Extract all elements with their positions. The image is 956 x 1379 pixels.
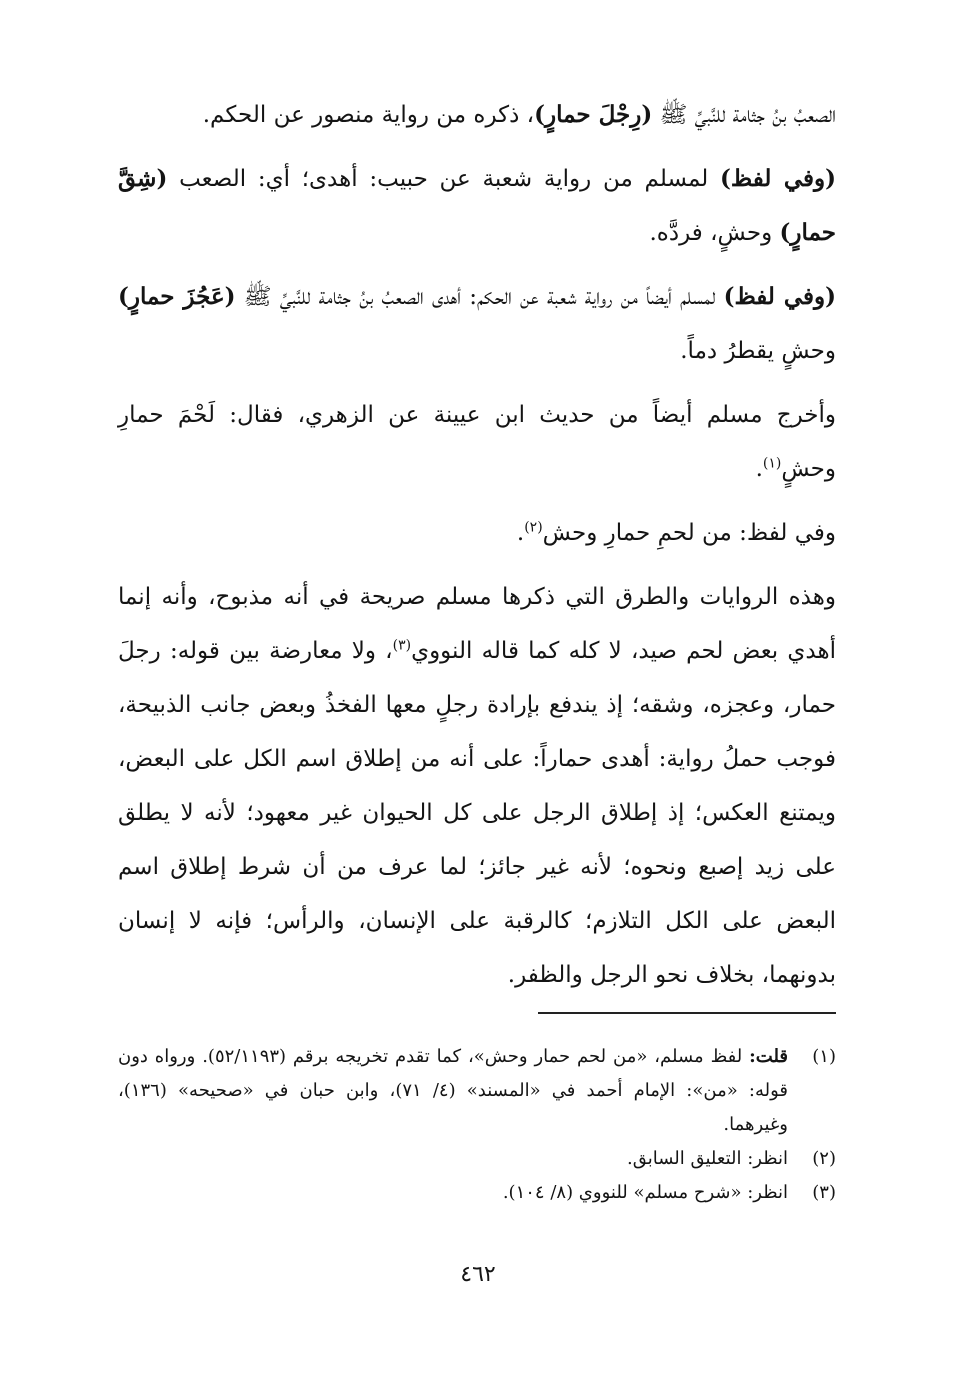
paragraph-3-bold-2: (عَجُزَ حمارٍ) (118, 283, 236, 310)
paragraph-1-text: الصعبُ بنُ جثامة للنَّبيِّ ﷺ (652, 102, 836, 128)
footnote-3-number: (٣) (812, 1182, 836, 1203)
paragraph-3-text-2: وحشٍ يقطرُ دماً. (680, 338, 836, 364)
footnote-3-text: انظر: «شرح مسلم» للنووي (٨/ ١٠٤). (502, 1182, 788, 1203)
footnote-3 (118, 1176, 836, 1210)
footnote-ref-2[interactable]: (٢) (524, 519, 543, 536)
paragraph-4-text: وأخرج مسلم أيضاً من حديث ابن عيينة عن الزهري، فقال: لَحْمَ حمارِ وحشٍ (118, 402, 836, 482)
footnote-1 (118, 1040, 836, 1142)
paragraph-3 (118, 270, 836, 378)
paragraph-5-end: . (516, 520, 525, 546)
footnote-1-number: (١) (812, 1046, 836, 1067)
paragraph-6-text-1: وهذه الروايات والطرق التي ذكرها مسلم صريحة في أنه مذبوح، وأنه إنما أهدي بعض لحم صيد، لا كله كما قاله النووي (118, 584, 836, 664)
paragraph-2-text-2: وحشٍ، فردَّه. (649, 220, 780, 246)
footnote-1-text (118, 1040, 788, 1142)
paragraph-5 (118, 506, 836, 560)
paragraph-2-bold-1: (وفي لفظ) (720, 165, 836, 192)
paragraph-2-bold-2: (شِقَّ حمارٍ) (118, 165, 836, 246)
paragraph-6 (118, 570, 836, 1002)
paragraph-1-bold: (رِجْلَ حمارٍ) (534, 101, 653, 128)
paragraph-6-text-2: ، ولا معارضة بين قوله: رجلَ حمار، وعجزه، وشقه؛ إذ يندفع بإرادة رجلٍ معها الفخذُ وبعض جانب الذبيحة، فوجب حملُ رواية: أهدى حماراً: على أنه من إطلاق اسم الكل على البعض، ويمتنع العكس؛ إذ إطلاق الرجل على كل الحيوان غير معهود؛ لأنه لا يطلق على زيد إصبع ونحوه؛ لأنه غير جائز؛ لما عرف من أن شرط إطلاق اسم البعض على الكل التلازم؛ كالرقبة على الإنسان، والرأس؛ فإنه لا إنسان بدونهما، بخلاف نحو الرجل والظفر. (118, 638, 836, 988)
footnote-2-number: (٢) (812, 1148, 836, 1169)
paragraph-4 (118, 388, 836, 496)
paragraph-2 (118, 152, 836, 260)
main-text (118, 88, 836, 1012)
footnotes (118, 1040, 836, 1210)
paragraph-4-end: . (755, 456, 763, 482)
footnote-2 (118, 1142, 836, 1176)
footnote-ref-3[interactable]: (٣) (392, 637, 412, 654)
footnote-ref-1[interactable]: (١) (762, 455, 782, 472)
paragraph-1-rest: ، ذكره من رواية منصور عن الحكم. (202, 102, 535, 128)
footnote-2-text: انظر: التعليق السابق. (627, 1148, 788, 1169)
paragraph-3-text-1: لمسلم أيضاً من رواية شعبة عن الحكم: أهدى الصعبُ بنُ جثامة للنَّبيِّ ﷺ (235, 284, 724, 310)
paragraph-3-bold-1: (وفي لفظ) (723, 283, 836, 310)
footnote-separator (538, 1012, 836, 1014)
page-number: ٤٦٢ (460, 1262, 496, 1287)
footnote-1-body: لفظ مسلم، «من لحم حمار وحش»، كما تقدم تخريجه برقم (٥٢/١١٩٣). ورواه دون قوله: «من»: الإمام أحمد في «المسند» (٤/ ٧١)، وابن حبان في «صحيحه» (١٣٦)، وغيرهما. (118, 1046, 788, 1135)
footnote-1-bold: قلت: (749, 1046, 789, 1067)
paragraph-2-text-1: لمسلم من رواية شعبة عن حبيب: أهدى؛ أي: الصعب (167, 166, 721, 192)
paragraph-1 (118, 88, 836, 142)
paragraph-5-text: وفي لفظ: من لحمِ حمارِ وحش (542, 520, 836, 546)
